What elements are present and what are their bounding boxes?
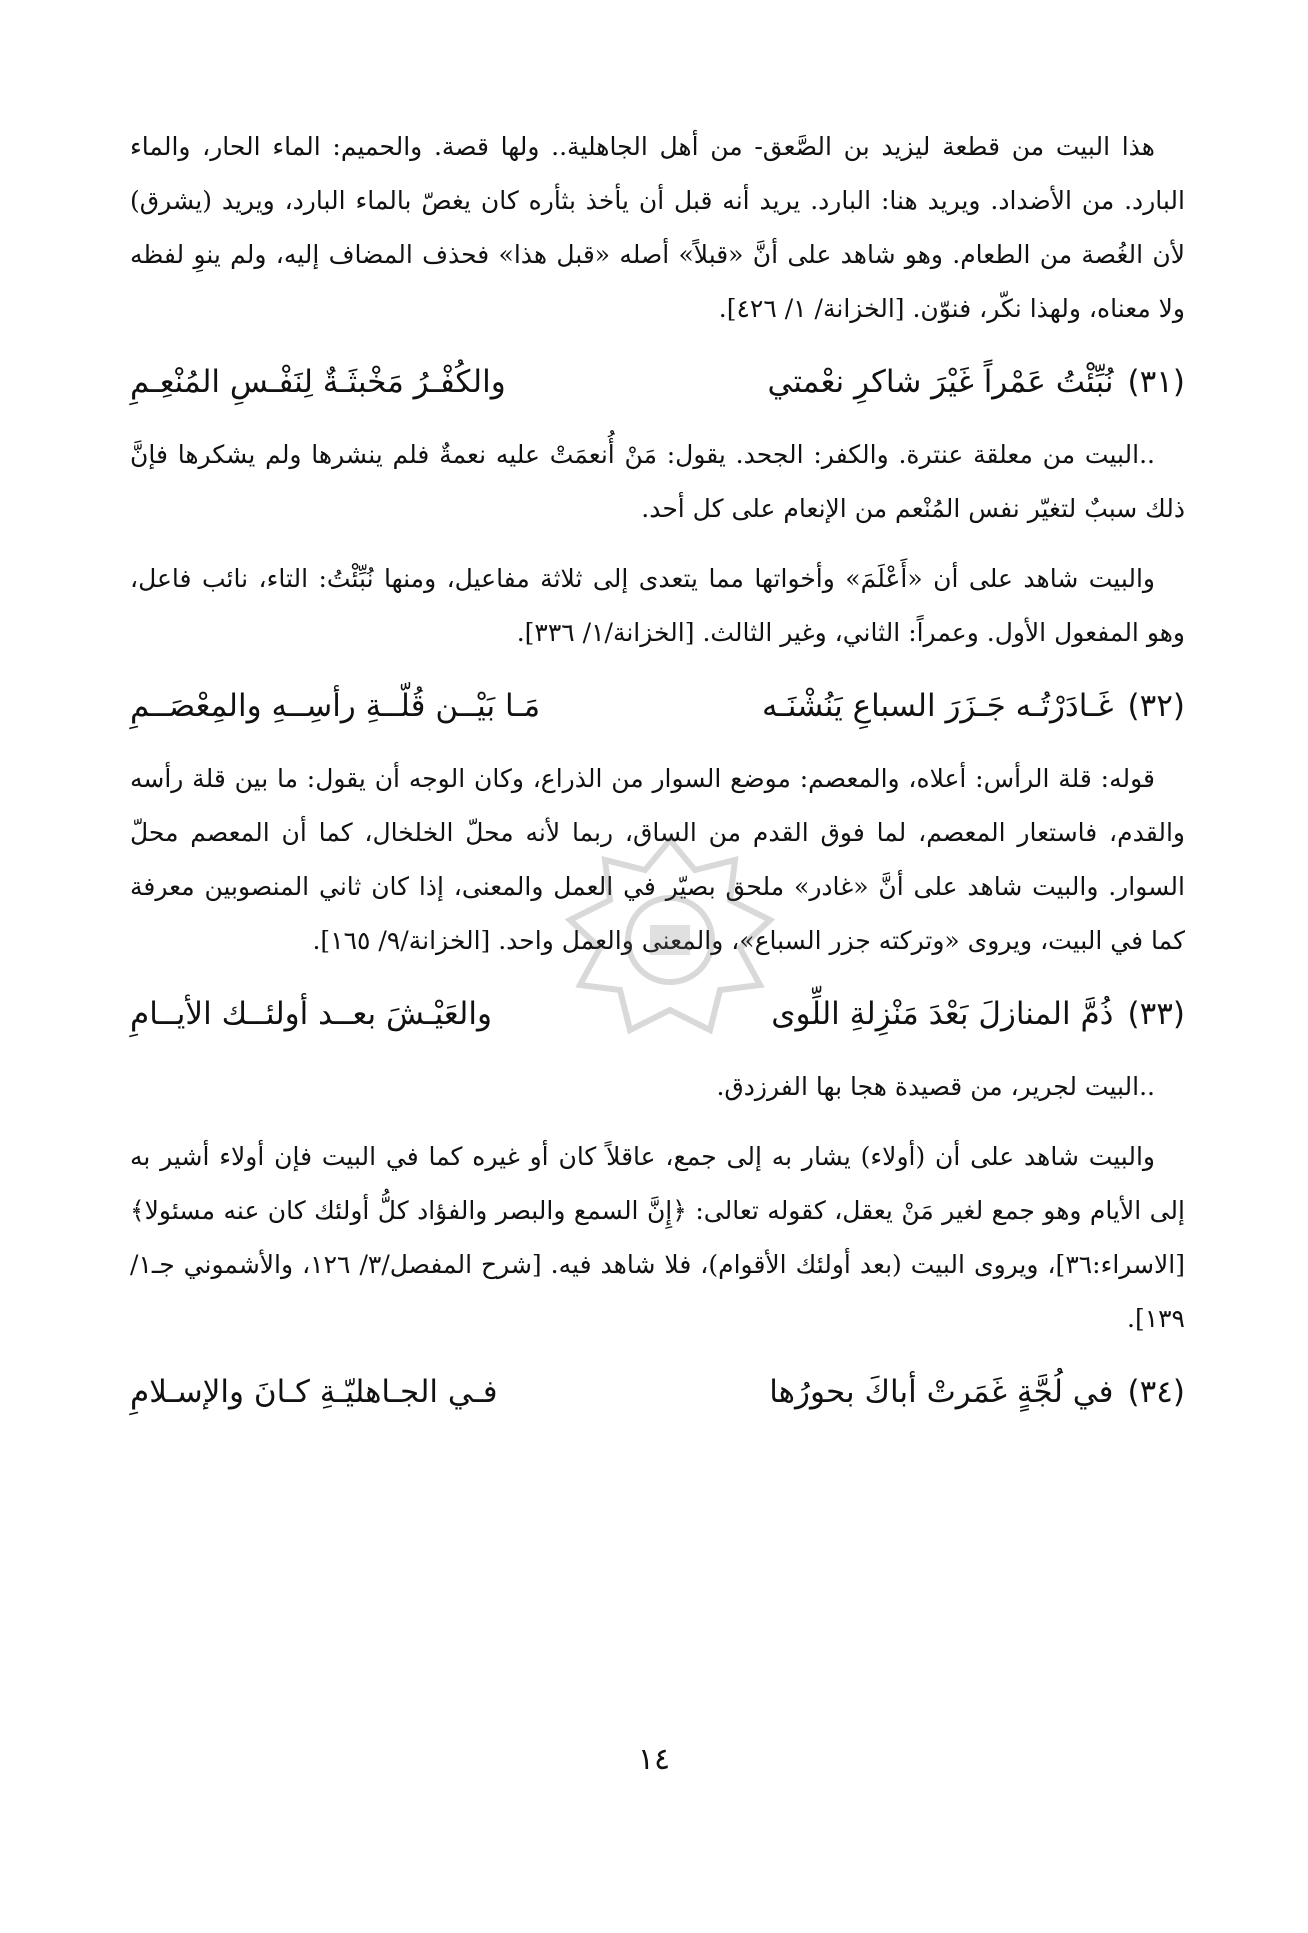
verse-second-hemistich: مَـا بَيْــن قُلّــةِ رأسِــهِ والمِعْصَــمِ (130, 688, 541, 724)
commentary-paragraph: والبيت شاهد على أن «أَعْلَمَ» وأخواتها مما يتعدى إلى ثلاثة مفاعيل، ومنها نُبِّئْتُ: التاء، نائب فاعل، وهو المفعول الأول. وعمراً: الثاني، وغير الثالث. [الخزانة/١/ ٣٣٦]. (130, 564, 1185, 647)
page-content (130, 120, 1185, 1438)
page-number: ١٤ (637, 1742, 671, 1777)
library-watermark-logo (555, 830, 785, 1060)
verse-32 (130, 676, 1185, 736)
commentary-paragraph: ..البيت من معلقة عنترة. والكفر: الجحد. يقول: مَنْ أُنعمَتْ عليه نعمةٌ فلم ينشرها ولم يشكرها فإنَّ ذلك سببٌ لتغيّر نفس المُنْعم من الإنعام على كل أحد. (130, 440, 1185, 523)
commentary-paragraph: ..البيت لجرير، من قصيدة هجا بها الفرزدق. (716, 1072, 1155, 1101)
verse-first-hemistich: ذُمَّ المنازلَ بَعْدَ مَنْزِلةِ اللِّوى (771, 996, 1114, 1032)
verse-34 (130, 1362, 1185, 1422)
verse-second-hemistich: والكُفْـرُ مَخْبثَـةٌ لِنَفْـسِ المُنْعِـمِ (130, 364, 506, 400)
verse-number: (٣٢) (1127, 688, 1185, 724)
verse-number: (٣٣) (1127, 996, 1185, 1032)
verse-number: (٣٤) (1127, 1374, 1185, 1410)
verse-first-hemistich: غَـادَرْتُـه جَـزَرَ السباعِ يَنُشْنَـه (762, 688, 1114, 724)
verse-first-hemistich: نُبِّئْتُ عَمْراً غَيْرَ شاكرِ نعْمتي (767, 364, 1114, 400)
commentary-paragraph: هذا البيت من قطعة ليزيد بن الصَّعق- من أهل الجاهلية.. ولها قصة. والحميم: الماء الحار، والماء البارد. من الأضداد. ويريد هنا: البارد. يريد أنه قبل أن يأخذ بثأره كان يغصّ بالماء البارد، ويريد (يشرق) لأن الغُصة من الطعام. وهو شاهد على أنَّ «قبلاً» أصله «قبل هذا» فحذف المضاف إليه، ولم ينوِ لفظه ولا معناه، ولهذا نكّر، فنوّن. [الخزانة/ ١/ ٤٢٦]. (130, 132, 1185, 323)
verse-second-hemistich: والعَيْـشَ بعــد أولئــك الأيــامِ (130, 996, 492, 1032)
verse-number: (٣١) (1127, 364, 1185, 400)
verse-second-hemistich: فـي الجـاهليّـةِ كـانَ والإسـلامِ (130, 1374, 498, 1410)
verse-31 (130, 352, 1185, 412)
commentary-paragraph: قوله: قلة الرأس: أعلاه، والمعصم: موضع السوار من الذراع، وكان الوجه أن يقول: ما بين قلة رأسه والقدم، فاستعار المعصم، لما فوق القدم من الساق، ربما لأنه محلّ الخلخال، كما أن المعصم محلّ السوار. والبيت شاهد على أنَّ «غادر» ملحق بصيّر في العمل والمعنى، إذا كان ثاني المنصوبين معرفة كما في البيت، ويروى «وتركته جزر السباع»، والمعنى والعمل واحد. [الخزانة/٩/ ١٦٥]. (130, 764, 1185, 955)
verse-first-hemistich: في لُجَّةٍ غَمَرتْ أباكَ بحورُها (769, 1374, 1114, 1410)
commentary-paragraph: والبيت شاهد على أن (أولاء) يشار به إلى جمع، عاقلاً كان أو غيره كما في البيت فإن أولاء أشير به إلى الأيام وهو جمع لغير مَنْ يعقل، كقوله تعالى: ﴿إِنَّ السمع والبصر والفؤاد كلُّ أولئك كان عنه مسئولا﴾ [الاسراء:٣٦]، ويروى البيت (بعد أولئك الأقوام)، فلا شاهد فيه. [شرح المفصل/٣/ ١٢٦، والأشموني جـ١/ ١٣٩]. (130, 1142, 1185, 1333)
